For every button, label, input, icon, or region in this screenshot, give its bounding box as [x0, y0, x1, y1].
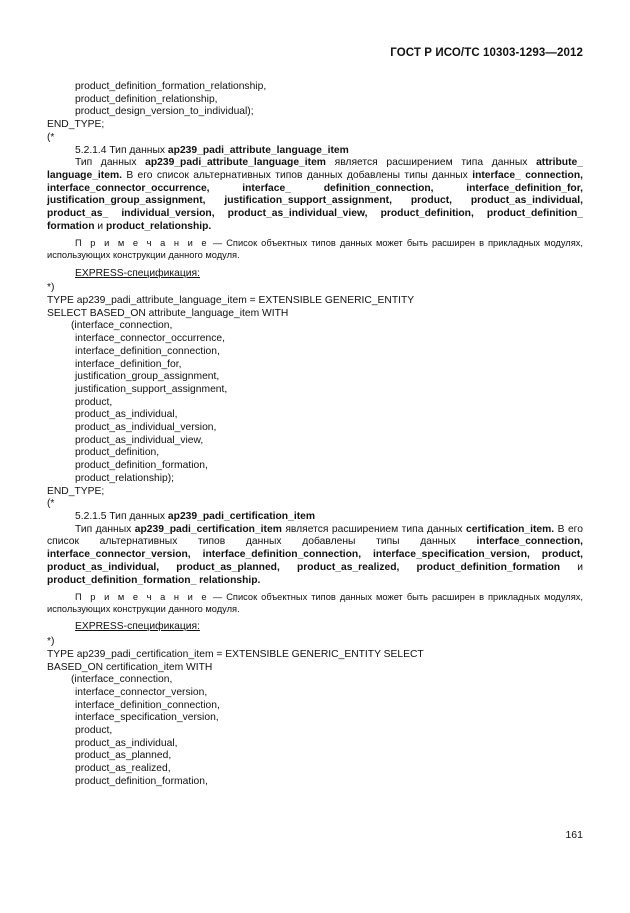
- paragraph-type-name: ap239_padi_attribute_language_item: [145, 157, 326, 169]
- code-line: product_definition_formation,: [75, 460, 208, 472]
- page-content: [47, 81, 583, 789]
- code-line: product_as_individual,: [75, 409, 178, 421]
- code-line: (interface_connection,: [71, 674, 173, 686]
- note-text: — Список объектных типов данных может быть расширен в прикладных модулях, использующих конструкции данного модуля.: [47, 592, 583, 614]
- code-line: product_definition,: [75, 447, 160, 459]
- code-line: product_definition_relationship,: [75, 93, 218, 105]
- heading-type-name: ap239_padi_attribute_language_item: [167, 144, 349, 156]
- code-line: product_as_individual_version,: [75, 422, 217, 434]
- express-spec-label: EXPRESS-спецификация:: [75, 621, 200, 633]
- code-line: product_as_planned,: [75, 750, 172, 762]
- code-item-list: [47, 333, 583, 485]
- code-line: interface_connector_version,: [75, 686, 208, 698]
- page-number: 161: [565, 829, 583, 841]
- section-heading: [47, 145, 583, 158]
- paragraph-text: Тип данных: [75, 157, 137, 169]
- paragraph-text: и: [97, 220, 104, 232]
- paragraph-base-type: certification_item.: [466, 523, 555, 535]
- paragraph-text: является расширением типа данных: [334, 157, 528, 169]
- code-line: interface_definition_connection,: [75, 699, 220, 711]
- code-item-list: [47, 687, 583, 789]
- paragraph-type-list: interface_ connection, interface_connector_occurrence, interface_ definition_connection, interface_definition_for, justification_group_assignment, justification_support_assignment, product, product_as_individual, product_as_ individual_version, product_as_individual_view, product_definition, product_definition_ formation: [47, 169, 583, 232]
- code-line: interface_definition_for,: [75, 358, 182, 370]
- heading-prefix: 5.2.1.5 Тип данных: [75, 510, 166, 522]
- code-line: interface_connector_occurrence,: [75, 333, 225, 345]
- code-line: product_relationship);: [75, 472, 175, 484]
- note-label: П р и м е ч а н и е: [75, 592, 209, 603]
- comment-open: (*: [47, 131, 55, 143]
- section-heading: [47, 511, 583, 524]
- document-header: ГОСТ Р ИСО/ТС 10303-1293—2012: [390, 47, 583, 59]
- note: [47, 592, 583, 615]
- code-type-declaration: TYPE ap239_padi_certification_item = EXTENSIBLE GENERIC_ENTITY SELECT: [47, 648, 424, 660]
- note-label: П р и м е ч а н и е: [75, 238, 209, 249]
- paragraph-base-type: attribute_: [536, 157, 583, 169]
- code-line: product_as_individual_view,: [75, 434, 204, 446]
- code-line: product_definition_formation,: [75, 775, 208, 787]
- code-type-declaration: TYPE ap239_padi_attribute_language_item = EXTENSIBLE GENERIC_ENTITY: [47, 295, 415, 307]
- comment-open: (*: [47, 498, 55, 510]
- code-line: product_as_realized,: [75, 763, 171, 775]
- note-text: — Список объектных типов данных может быть расширен в прикладных модулях, использующих конструкции данного модуля.: [47, 238, 583, 261]
- end-type: END_TYPE;: [47, 119, 105, 131]
- code-select: BASED_ON certification_item WITH: [47, 661, 213, 673]
- code-line: product_as_individual,: [75, 737, 178, 749]
- code-line: product_definition_formation_relationship,: [75, 81, 267, 92]
- top-code-items: [47, 81, 583, 119]
- heading-prefix: 5.2.1.4 Тип данных: [75, 144, 166, 156]
- paragraph-type-list: product_relationship.: [106, 220, 212, 232]
- section-paragraph: [47, 157, 583, 233]
- paragraph-type-list: interface_connection, interface_connector_version, interface_definition_connection, interface_specification_version, product, product_as_individual, product_as_planned, product_as_realized, product_definition_formation: [47, 536, 583, 573]
- code-line: product_design_version_to_individual);: [75, 106, 254, 118]
- code-line: (interface_connection,: [71, 320, 173, 332]
- heading-type-name: ap239_padi_certification_item: [167, 510, 315, 522]
- end-type: END_TYPE;: [47, 485, 105, 497]
- paragraph-text: является расширением типа данных: [285, 523, 463, 535]
- paragraph-type-list: product_definition_formation_ relationship.: [47, 574, 261, 586]
- paragraph-type-name: ap239_padi_certification_item: [134, 523, 282, 535]
- code-line: interface_definition_connection,: [75, 345, 220, 357]
- code-line: product,: [75, 396, 113, 408]
- code-line: interface_specification_version,: [75, 712, 219, 724]
- note: [47, 238, 583, 261]
- code-line: justification_group_assignment,: [75, 371, 220, 383]
- code-select: SELECT BASED_ON attribute_language_item WITH: [47, 307, 289, 319]
- paragraph-text: В его список альтернативных типов данных добавлены типы данных: [47, 523, 583, 548]
- comment-close: *): [47, 282, 55, 294]
- paragraph-text: В его список альтернативных типов данных добавлены типы данных: [126, 169, 468, 181]
- paragraph-text: и: [577, 561, 583, 573]
- express-spec-label: EXPRESS-спецификация:: [75, 267, 200, 279]
- comment-close: *): [47, 636, 55, 648]
- paragraph-base-type: language_item.: [47, 169, 122, 181]
- code-line: justification_support_assignment,: [75, 383, 228, 395]
- section-paragraph: [47, 524, 583, 588]
- paragraph-text: Тип данных: [75, 523, 132, 535]
- code-line: product,: [75, 725, 113, 737]
